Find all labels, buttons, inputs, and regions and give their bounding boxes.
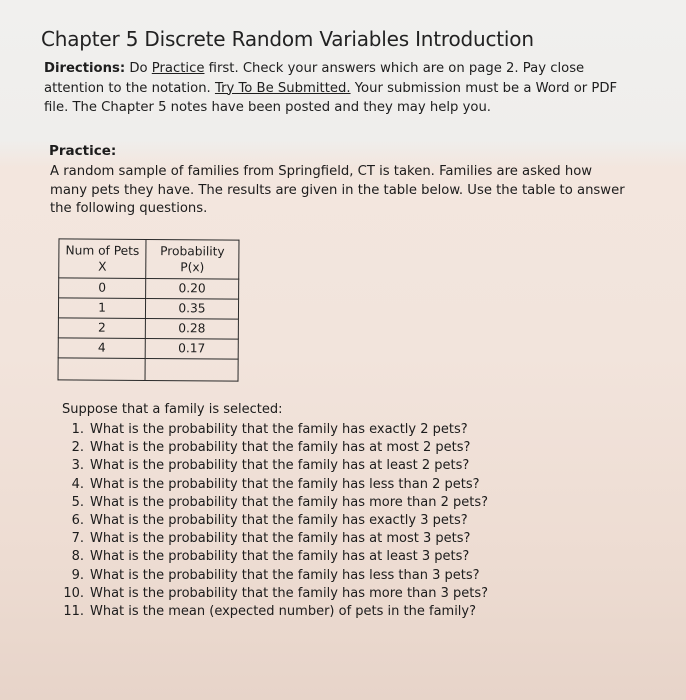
question-item <box>62 457 488 475</box>
table-row <box>58 318 238 339</box>
page-title: Chapter 5 Discrete Random Variables Introduction <box>41 27 534 51</box>
practice-link[interactable]: Practice <box>151 61 205 76</box>
header-num-of-pets <box>59 239 146 279</box>
question-item <box>62 494 488 512</box>
question-text: What is the probability that the family has less than 2 pets? <box>90 476 480 492</box>
question-text: What is the mean (expected number) of pets in the family? <box>90 604 477 620</box>
question-text: What is the probability that the family has exactly 3 pets? <box>90 513 468 529</box>
question-text: What is the probability that the family has at least 2 pets? <box>90 458 470 474</box>
question-item <box>62 439 488 457</box>
question-number: 2. <box>71 440 84 456</box>
question-number: 3. <box>71 458 84 474</box>
suppose-text: Suppose that a family is selected: <box>62 402 283 417</box>
directions-text-after: Your submission must be a Word or PDF file. The Chapter 5 notes have been posted and they may help you. <box>44 80 618 115</box>
table-row <box>59 278 239 299</box>
question-number: 7. <box>71 531 84 547</box>
question-item <box>62 512 488 530</box>
cell-p: 0.17 <box>145 338 238 359</box>
question-text: What is the probability that the family has at least 3 pets? <box>90 549 470 565</box>
header-col2-line2: P(x) <box>180 260 205 275</box>
directions-text-before: Do <box>129 61 148 76</box>
table-header-row <box>59 239 239 279</box>
header-probability <box>146 239 239 279</box>
cell-x: 1 <box>58 298 145 319</box>
table-row <box>58 338 238 359</box>
question-text: What is the probability that the family has more than 3 pets? <box>90 585 489 601</box>
question-number: 10. <box>63 585 84 601</box>
question-number: 9. <box>71 567 84 583</box>
header-col2-line1: Probability <box>160 244 225 259</box>
table-row-empty <box>58 358 238 381</box>
directions-label: Directions: <box>44 61 126 76</box>
cell-p: 0.28 <box>145 318 238 339</box>
practice-description: A random sample of families from Springfield, CT is taken. Families are asked how many pets they have. The results are given in the table below. Use the table to answer the following questions. <box>50 164 625 216</box>
submit-link[interactable]: Try To Be Submitted. <box>214 80 351 96</box>
question-text: What is the probability that the family has at most 2 pets? <box>90 440 471 456</box>
cell-x: 2 <box>58 318 145 339</box>
question-text: What is the probability that the family has at most 3 pets? <box>90 531 471 547</box>
header-col1-line2: X <box>98 259 107 274</box>
header-col1-line1: Num of Pets <box>65 243 140 258</box>
practice-heading: Practice: <box>49 143 117 159</box>
question-number: 6. <box>71 513 84 529</box>
question-item <box>62 421 488 439</box>
question-number: 11. <box>63 604 84 620</box>
question-number: 5. <box>71 494 84 510</box>
question-text: What is the probability that the family has exactly 2 pets? <box>90 422 468 437</box>
question-item <box>62 585 488 603</box>
cell-x: 4 <box>58 338 145 359</box>
question-number: 1. <box>71 422 84 437</box>
cell-p: 0.35 <box>145 298 238 319</box>
cell-empty <box>145 358 238 381</box>
question-item <box>62 530 488 548</box>
question-number: 4. <box>71 476 84 492</box>
question-item <box>62 603 488 621</box>
question-number: 8. <box>71 549 84 565</box>
directions-paragraph <box>44 59 644 118</box>
table-row <box>58 298 238 319</box>
question-text: What is the probability that the family has less than 3 pets? <box>90 567 480 583</box>
questions-list <box>62 421 488 621</box>
probability-table <box>58 238 240 381</box>
question-item <box>62 476 488 494</box>
cell-p: 0.20 <box>146 278 239 299</box>
question-text: What is the probability that the family has more than 2 pets? <box>90 494 489 510</box>
question-item <box>62 548 488 566</box>
cell-x: 0 <box>59 278 146 299</box>
directions-text-mid: first. Check your answers which are on page 2. Pay close attention to the notation. <box>44 61 585 96</box>
cell-empty <box>58 358 145 381</box>
question-item <box>62 567 488 585</box>
